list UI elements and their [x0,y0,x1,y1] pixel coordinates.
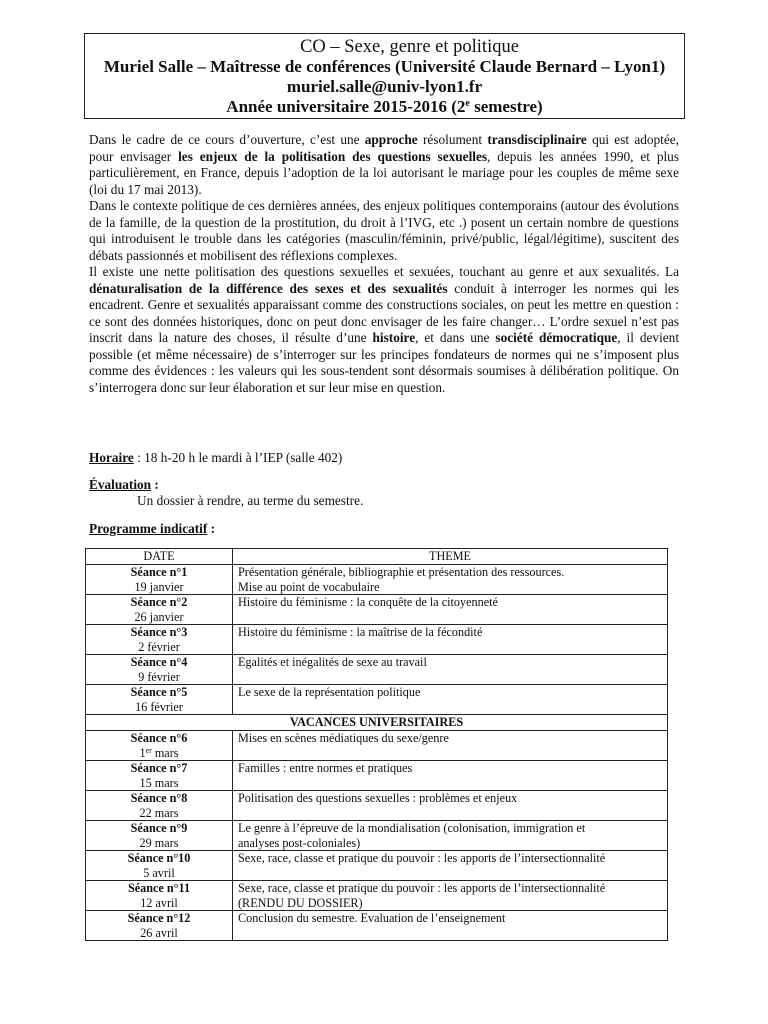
course-title: CO – Sexe, genre et politique [300,37,519,57]
session-date-cell [86,761,233,791]
session-number: Séance n°3 [130,625,188,639]
session-number: Séance n°2 [130,595,188,609]
table-row [86,731,668,761]
session-date-cell [86,791,233,821]
header-box [84,33,685,119]
session-date-cell [86,655,233,685]
intro-text [89,132,679,396]
vacances-row [86,715,668,731]
session-number: Séance n°11 [127,881,191,895]
evaluation-section: Évaluation : Un dossier à rendre, au terme du semestre. [89,477,364,508]
author-line: Muriel Salle – Maîtresse de conférences (Université Claude Bernard – Lyon1) [103,57,666,76]
table-row [86,821,668,851]
session-theme: Histoire du féminisme : la conquête de la citoyenneté [233,595,668,625]
session-date: 9 février [138,669,180,684]
session-date-cell [86,881,233,911]
session-theme: Conclusion du semestre. Evaluation de l’enseignement [233,911,668,941]
session-number: Séance n°8 [130,791,188,805]
session-date: 2 février [138,639,180,654]
programme-table [85,548,668,941]
session-date: 26 avril [140,925,178,940]
session-date-cell [86,625,233,655]
session-number: Séance n°9 [130,821,188,835]
horaire-line [89,450,342,466]
session-theme: Le genre à l’épreuve de la mondialisation (colonisation, immigration et analyses post-coloniales) [233,821,668,851]
session-number: Séance n°10 [127,851,191,865]
session-theme: Mises en scènes médiatiques du sexe/genre [233,731,668,761]
table-row [86,761,668,791]
session-date: 1er mars [139,745,179,760]
table-row [86,625,668,655]
table-row [86,595,668,625]
session-theme: Histoire du féminisme : la maîtrise de la fécondité [233,625,668,655]
table-row [86,851,668,881]
session-number: Séance n°4 [130,655,188,669]
session-number: Séance n°5 [130,685,188,699]
author-email: muriel.salle@univ-lyon1.fr [286,77,483,96]
col-date-header: DATE [86,549,233,565]
session-number: Séance n°1 [130,565,188,579]
session-theme: Le sexe de la représentation politique [233,685,668,715]
session-date-cell [86,821,233,851]
session-number: Séance n°7 [130,761,188,775]
programme-heading: Programme indicatif : [89,521,216,536]
session-theme: Egalités et inégalités de sexe au travail [233,655,668,685]
horaire-label: Horaire [89,450,134,465]
session-date-cell [86,911,233,941]
session-number: Séance n°12 [127,911,191,925]
intro-paragraph-2: Dans le contexte politique de ces dernières années, des enjeux politiques contemporains (autour des évolutions de la famille, de la question de la prostitution, du droit à l’IVG, etc .) posent un certain nombre de questions qui introduisent le trouble dans les catégories (masculin/féminin, privé/public, légal/légitime), suscitent des débats passionnés et mobilisent des réflexions complexes. [89,198,679,263]
evaluation-value: Un dossier à rendre, au terme du semestre. [137,493,364,508]
session-date: 19 janvier [134,579,184,594]
session-date-cell [86,851,233,881]
session-date: 15 mars [139,775,179,790]
session-date: 22 mars [139,805,179,820]
session-date: 29 mars [139,835,179,850]
table-row [86,565,668,595]
session-theme: Politisation des questions sexuelles : problèmes et enjeux [233,791,668,821]
table-row [86,911,668,941]
col-theme-header: THEME [233,549,668,565]
session-date-cell [86,595,233,625]
table-row [86,685,668,715]
academic-year: Année universitaire 2015-2016 (2e semestre) [226,97,543,116]
session-number: Séance n°6 [130,731,188,745]
evaluation-label: Évaluation [89,477,152,492]
programme-label: Programme indicatif [89,521,208,536]
intro-paragraph-3: Il existe une nette politisation des questions sexuelles et sexuées, touchant au genre et aux sexualités. La dénaturalisation de la différence des sexes et des sexualités conduit à interroger les normes qui les encadrent. Genre et sexualités apparaissant comme des constructions sociales, on peut les mettre en question : ce sont des données historiques, donc on peut donc envisager de les faire changer… L’ordre sexuel n’est pas inscrit dans la nature des choses, il résulte d’une histoire, et dans une société démocratique, il devient possible (et même nécessaire) de s’interroger sur les principes fondateurs de normes qui ne s’imposent plus comme des évidences : les valeurs qui les sous-tendent sont désormais soumises à délibération politique. On s’interrogera donc sur leur élaboration et sur leur mise en question. [89,264,680,395]
session-theme: Sexe, race, classe et pratique du pouvoir : les apports de l’intersectionnalité (RENDU DU DOSSIER) [233,881,668,911]
table-row [86,791,668,821]
table-row [86,881,668,911]
session-theme: Sexe, race, classe et pratique du pouvoir : les apports de l’intersectionnalité [233,851,668,881]
session-theme: Familles : entre normes et pratiques [233,761,668,791]
session-date: 5 avril [143,865,175,880]
table-row [86,655,668,685]
session-date: 26 janvier [134,609,184,624]
session-theme: Présentation générale, bibliographie et présentation des ressources. Mise au point de vocabulaire [233,565,668,595]
session-date-cell [86,685,233,715]
session-date: 16 février [135,699,183,714]
session-date-cell [86,731,233,761]
vacances-label: VACANCES UNIVERSITAIRES [86,715,668,731]
horaire-value: : 18 h-20 h le mardi à l’IEP (salle 402) [133,450,343,465]
session-date-cell [86,565,233,595]
session-date: 12 avril [140,895,178,910]
intro-paragraph-1: Dans le cadre de ce cours d’ouverture, c’est une approche résolument transdisciplinaire qui est adoptée, pour envisager les enjeux de la politisation des questions sexuelles, depuis les années 1990, et plus particulièrement, en France, depuis l’adoption de la loi autorisant le mariage pour les couples de même sexe (loi du 17 mai 2013). [89,132,679,197]
